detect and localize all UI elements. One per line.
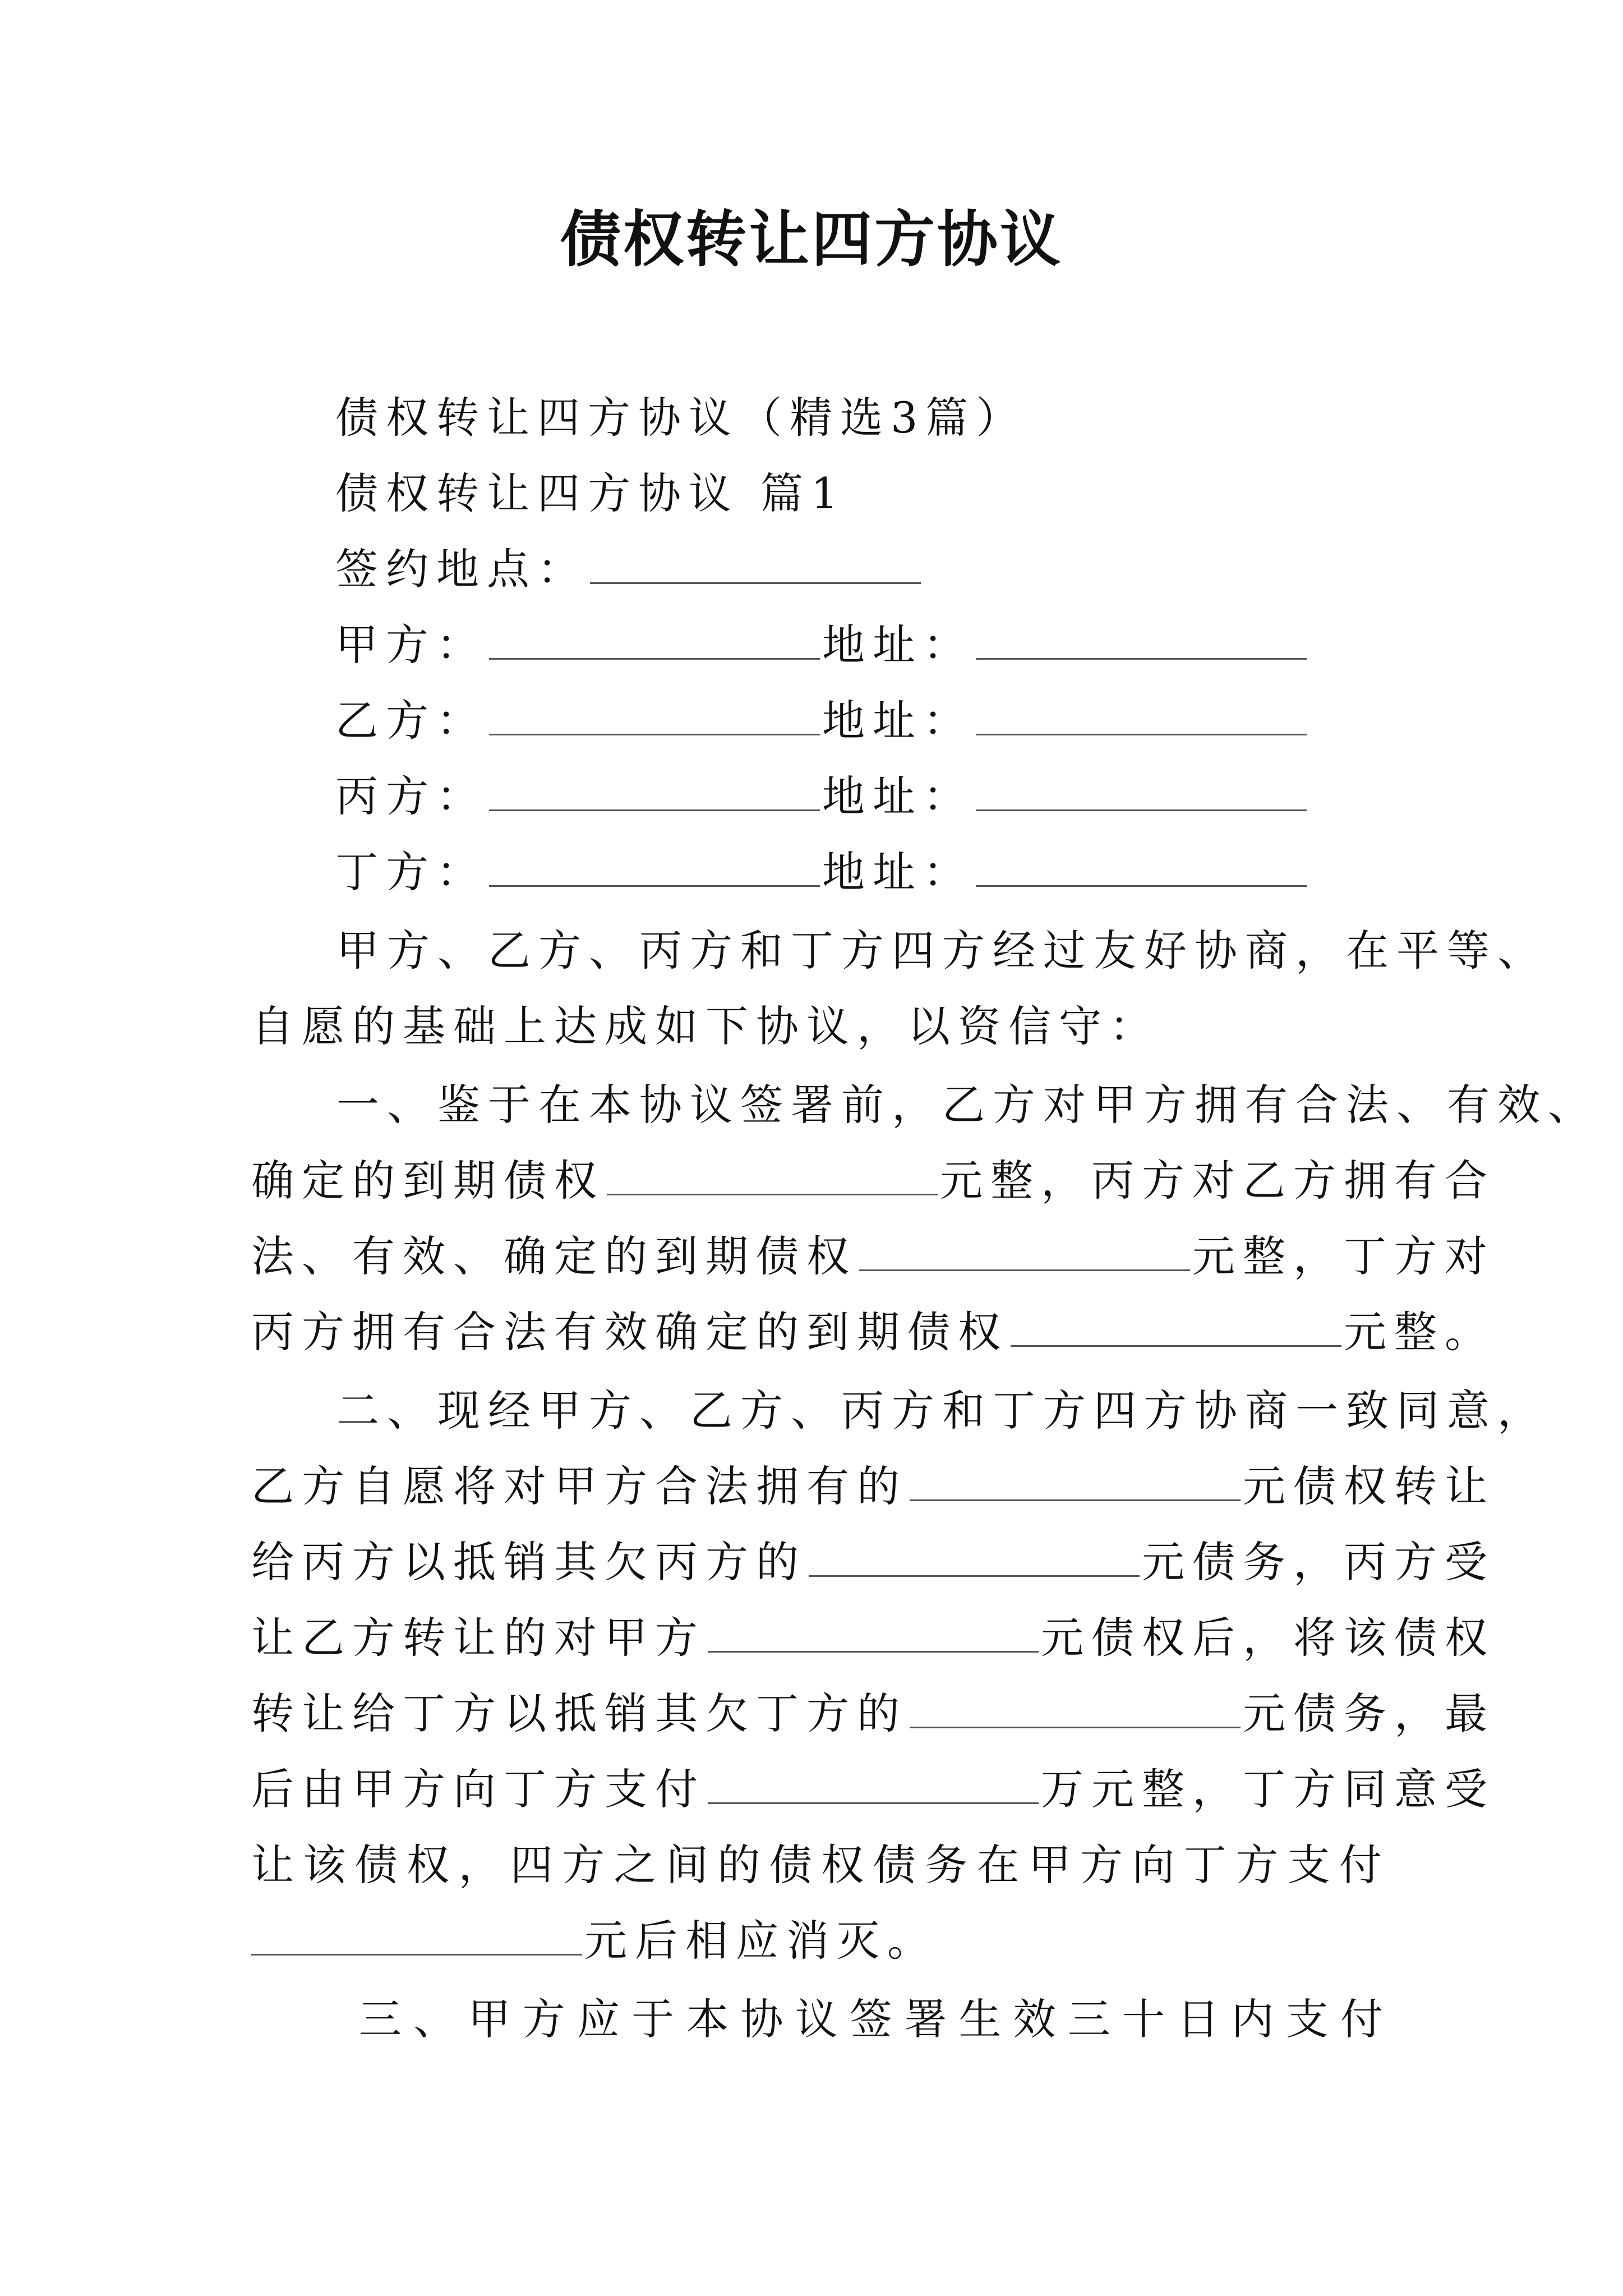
debt-amount-blank[interactable] xyxy=(859,1236,1190,1271)
sign-place-label: 签约地点： xyxy=(335,544,588,594)
clause1-text: 确定的到期债权 xyxy=(251,1156,605,1205)
party-b-address-label: 地址： xyxy=(822,696,974,746)
clause2-line-5 xyxy=(251,1683,1495,1745)
party-line-d xyxy=(335,841,1309,903)
party-b-name-blank[interactable] xyxy=(489,700,820,735)
clause1-line-1: 一、鉴于在本协议签署前，乙方对甲方拥有合法、有效、 xyxy=(336,1080,1598,1130)
clause2-text: 元债务，丙方受 xyxy=(1142,1537,1495,1587)
party-line-a xyxy=(335,614,1309,676)
amount-blank[interactable] xyxy=(708,1769,1039,1804)
party-c-name-blank[interactable] xyxy=(489,776,820,811)
clause1-line-3 xyxy=(251,1226,1495,1287)
amount-blank[interactable] xyxy=(251,1920,582,1955)
party-c-address-blank[interactable] xyxy=(976,776,1307,811)
clause2-line-2 xyxy=(251,1456,1495,1517)
party-a-address-label: 地址： xyxy=(822,620,974,670)
clause1-text: 丙方拥有合法有效确定的到期债权 xyxy=(251,1307,1008,1357)
amount-blank[interactable] xyxy=(809,1542,1140,1577)
clause1-text: 元整。 xyxy=(1344,1307,1495,1357)
clause2-line-8 xyxy=(251,1910,938,1972)
debt-amount-blank[interactable] xyxy=(1011,1312,1341,1347)
party-d-address-blank[interactable] xyxy=(976,852,1307,887)
clause1-text: 元整，丁方对 xyxy=(1192,1231,1495,1281)
clause1-text: 元整，丙方对乙方拥有合 xyxy=(940,1156,1495,1205)
party-d-label: 丁方： xyxy=(335,847,487,897)
party-c-label: 丙方： xyxy=(335,771,487,821)
clause2-line-3 xyxy=(251,1531,1495,1593)
party-c-address-label: 地址： xyxy=(822,771,974,821)
clause2-line-7: 让该债权，四方之间的债权债务在甲方向丁方支付 xyxy=(251,1840,1390,1890)
section-heading: 债权转让四方协议 篇1 xyxy=(335,468,846,518)
party-a-name-blank[interactable] xyxy=(489,624,820,660)
clause2-text: 乙方自愿将对甲方合法拥有的 xyxy=(251,1461,907,1511)
clause2-text: 后由甲方向丁方支付 xyxy=(251,1764,706,1814)
clause2-line-4 xyxy=(251,1607,1495,1669)
party-b-address-blank[interactable] xyxy=(976,700,1307,735)
intro-line-1: 甲方、乙方、丙方和丁方四方经过友好协商，在平等、 xyxy=(336,926,1548,976)
clause1-line-2 xyxy=(251,1150,1495,1212)
debt-amount-blank[interactable] xyxy=(607,1160,938,1195)
clause2-text: 元债务，最 xyxy=(1243,1688,1495,1738)
party-a-address-blank[interactable] xyxy=(976,624,1307,660)
document-title: 债权转让四方协议 xyxy=(560,204,1063,275)
party-d-address-label: 地址： xyxy=(822,847,974,897)
clause1-text: 法、有效、确定的到期债权 xyxy=(251,1231,857,1281)
amount-blank[interactable] xyxy=(910,1693,1241,1728)
subtitle: 债权转让四方协议（精选3篇） xyxy=(335,393,1027,443)
clause2-text: 让乙方转让的对甲方 xyxy=(251,1613,706,1663)
amount-blank[interactable] xyxy=(910,1466,1241,1501)
intro-line-2: 自愿的基础上达成如下协议，以资信守： xyxy=(251,1001,1160,1051)
sign-place-blank[interactable] xyxy=(590,549,921,584)
party-d-name-blank[interactable] xyxy=(489,852,820,887)
clause2-text: 元后相应消灭。 xyxy=(584,1916,938,1966)
sign-place-line xyxy=(335,539,923,600)
party-b-label: 乙方： xyxy=(335,696,487,746)
clause2-text: 给丙方以抵销其欠丙方的 xyxy=(251,1537,806,1587)
clause2-line-1: 二、现经甲方、乙方、丙方和丁方四方协商一致同意， xyxy=(336,1386,1548,1435)
party-a-label: 甲方： xyxy=(335,620,487,670)
party-line-c xyxy=(335,766,1309,827)
clause2-text: 万元整，丁方同意受 xyxy=(1041,1764,1495,1814)
clause2-text: 转让给丁方以抵销其欠丁方的 xyxy=(251,1688,907,1738)
clause2-text: 元债权转让 xyxy=(1243,1461,1495,1511)
clause1-line-4 xyxy=(251,1301,1495,1363)
clause3-line-1: 三、甲方应于本协议签署生效三十日内支付 xyxy=(359,1994,1391,2044)
amount-blank[interactable] xyxy=(708,1617,1039,1653)
party-line-b xyxy=(335,690,1309,752)
clause2-text: 元债权后，将该债权 xyxy=(1041,1613,1495,1663)
clause2-line-6 xyxy=(251,1759,1495,1820)
